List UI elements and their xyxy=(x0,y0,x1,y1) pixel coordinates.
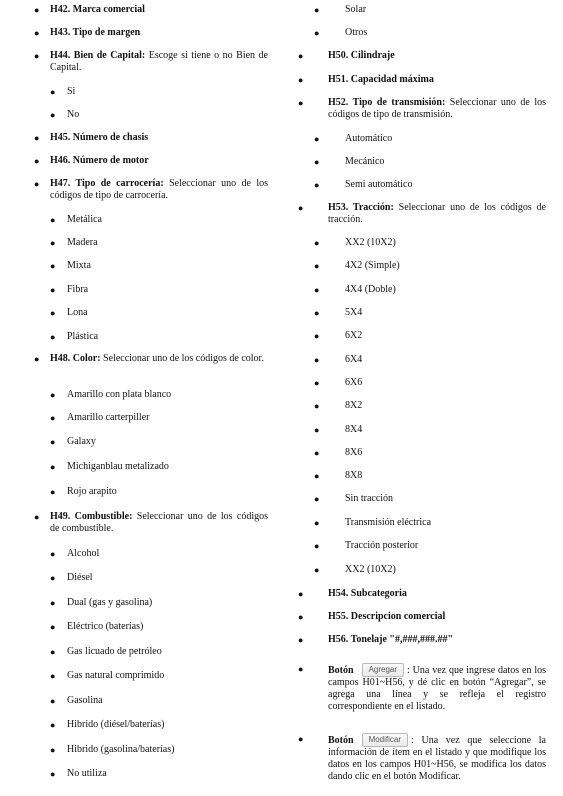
option-label: Si xyxy=(67,86,76,97)
bullet-icon: ● xyxy=(298,75,304,85)
field-code: H45. Número de chasis xyxy=(50,132,149,143)
bullet-icon: ● xyxy=(314,180,320,190)
option-label: 8X8 xyxy=(345,470,363,481)
option-label: No utiliza xyxy=(67,768,107,779)
bullet-icon: ● xyxy=(314,401,320,411)
option-label: Plástica xyxy=(67,331,99,342)
modificar-button[interactable]: Modificar xyxy=(362,733,408,747)
bullet-icon: ● xyxy=(314,5,320,15)
option-label: Lona xyxy=(67,307,88,318)
bullet-icon: ● xyxy=(50,462,56,472)
bullet-icon: ● xyxy=(50,573,56,583)
option-label: Hibrido (gasolina/baterías) xyxy=(67,744,175,755)
option-label: Metálica xyxy=(67,214,102,225)
bullet-icon: ● xyxy=(314,157,320,167)
bullet-icon: ● xyxy=(314,565,320,575)
bullet-icon: ● xyxy=(314,541,320,551)
field-code: H48. Color: xyxy=(50,353,101,364)
option-label: Automático xyxy=(345,133,393,144)
option-label: Eléctrico (baterías) xyxy=(67,621,144,632)
option-label: Sin tracción xyxy=(345,493,394,504)
bullet-icon: ● xyxy=(50,285,56,295)
option-label: XX2 (10X2) xyxy=(345,564,396,575)
option-label: Madera xyxy=(67,237,98,248)
field-description: Seleccionar uno de los códigos de tipo de transmisión. xyxy=(328,97,547,120)
bullet-icon: ● xyxy=(34,512,40,522)
option-label: 5X4 xyxy=(345,307,363,318)
bullet-icon: ● xyxy=(314,425,320,435)
bullet-icon: ● xyxy=(314,134,320,144)
option-label: 8X2 xyxy=(345,400,363,411)
field-code: H55. Descripcion comercial xyxy=(328,611,446,622)
bullet-icon: ● xyxy=(314,285,320,295)
field-description: Seleccionar uno de los códigos de tipo de carrocería. xyxy=(50,178,268,201)
option-label: Fibra xyxy=(67,284,89,295)
bullet-icon: ● xyxy=(50,332,56,342)
option-label: Gas licuado de petróleo xyxy=(67,646,162,657)
option-label: Galaxy xyxy=(67,436,96,447)
bullet-icon: ● xyxy=(50,696,56,706)
option-label: Michiganblau metalizado xyxy=(67,461,169,472)
option-label: Dual (gas y gasolina) xyxy=(67,597,153,608)
bullet-icon: ● xyxy=(50,622,56,632)
field-code: H49. Combustible: xyxy=(50,511,133,522)
bullet-icon: ● xyxy=(314,331,320,341)
bullet-icon: ● xyxy=(50,413,56,423)
option-label: 6X4 xyxy=(345,354,363,365)
bullet-icon: ● xyxy=(34,156,40,166)
option-label: 8X4 xyxy=(345,424,363,435)
bullet-icon: ● xyxy=(50,671,56,681)
bullet-icon: ● xyxy=(50,238,56,248)
bullet-icon: ● xyxy=(50,261,56,271)
option-label: Hibrido (diésel/baterías) xyxy=(67,719,165,730)
bullet-icon: ● xyxy=(50,437,56,447)
field-description: Seleccionar uno de los códigos de color. xyxy=(100,353,264,364)
bullet-icon: ● xyxy=(50,110,56,120)
field-code: H42. Marca comercial xyxy=(50,4,145,15)
field-code: H51. Capacidad máxima xyxy=(328,74,434,85)
option-label: Amarillo con plata blanco xyxy=(67,389,172,400)
bullet-icon: ● xyxy=(314,261,320,271)
bullet-icon: ● xyxy=(298,664,304,674)
bullet-icon: ● xyxy=(298,612,304,622)
bullet-icon: ● xyxy=(34,51,40,61)
field-code: H50. Cilindraje xyxy=(328,50,395,61)
bullet-icon: ● xyxy=(298,203,304,213)
bullet-icon: ● xyxy=(50,598,56,608)
option-label: Tracción posterior xyxy=(345,540,419,551)
option-label: Gasolina xyxy=(67,695,103,706)
option-label: Solar xyxy=(345,4,367,15)
bullet-icon: ● xyxy=(50,769,56,779)
option-label: Diésel xyxy=(67,572,93,583)
field-code: Botón xyxy=(328,665,354,676)
field-code: Botón xyxy=(328,735,354,746)
bullet-icon: ● xyxy=(50,487,56,497)
option-label: Mixta xyxy=(67,260,91,271)
bullet-icon: ● xyxy=(314,355,320,365)
bullet-icon: ● xyxy=(50,308,56,318)
option-label: 4X2 (Simple) xyxy=(345,260,400,271)
option-label: Otros xyxy=(345,27,368,38)
bullet-icon: ● xyxy=(50,745,56,755)
bullet-icon: ● xyxy=(314,494,320,504)
field-code: H56. Tonelaje "#,###,###.##" xyxy=(328,634,453,645)
field-description: Seleccionar uno de los códigos de combustible. xyxy=(50,511,269,534)
bullet-icon: ● xyxy=(314,518,320,528)
option-label: XX2 (10X2) xyxy=(345,237,396,248)
bullet-icon: ● xyxy=(314,308,320,318)
bullet-icon: ● xyxy=(50,215,56,225)
field-code: H47. Tipo de carrocería: xyxy=(50,178,164,189)
option-label: 4X4 (Doble) xyxy=(345,284,396,295)
agregar-button[interactable]: Agregar xyxy=(362,663,404,677)
bullet-icon: ● xyxy=(50,87,56,97)
field-code: H46. Número de motor xyxy=(50,155,149,166)
bullet-icon: ● xyxy=(314,28,320,38)
option-label: Gas natural comprimido xyxy=(67,670,165,681)
bullet-icon: ● xyxy=(34,5,40,15)
bullet-icon: ● xyxy=(50,549,56,559)
option-label: Amarillo carterpiller xyxy=(67,412,150,423)
field-description: : Una vez que ingrese datos en los campos H01~H56, y dé clic en botón “Agregar”, se agrega una línea y se refleja el registro correspondiente en el listado. xyxy=(328,665,546,712)
field-description: : Una vez que seleccione la información de ítem en el listado y que modifique los datos en los campos H01~H56, se modifica los datos dando clic en el botón Modificar. xyxy=(328,735,546,782)
option-label: Rojo arapito xyxy=(67,486,117,497)
bullet-icon: ● xyxy=(50,720,56,730)
option-label: 6X6 xyxy=(345,377,363,388)
bullet-icon: ● xyxy=(34,354,40,364)
field-description: Seleccionar uno de los códigos de tracción. xyxy=(328,202,546,225)
option-label: 8X6 xyxy=(345,447,363,458)
option-label: Alcohol xyxy=(67,548,100,559)
bullet-icon: ● xyxy=(298,734,304,744)
bullet-icon: ● xyxy=(314,448,320,458)
bullet-icon: ● xyxy=(298,98,304,108)
bullet-icon: ● xyxy=(314,471,320,481)
bullet-icon: ● xyxy=(50,390,56,400)
option-label: No xyxy=(67,109,80,120)
bullet-icon: ● xyxy=(314,238,320,248)
option-label: 6X2 xyxy=(345,330,363,341)
option-label: Semi automático xyxy=(345,179,413,190)
option-label: Mecánico xyxy=(345,156,385,167)
field-code: H53. Tracción: xyxy=(328,202,394,213)
bullet-icon: ● xyxy=(298,635,304,645)
bullet-icon: ● xyxy=(34,179,40,189)
bullet-icon: ● xyxy=(34,28,40,38)
field-description: Escoge si tiene o no Bien de Capital. xyxy=(50,50,268,73)
bullet-icon: ● xyxy=(34,133,40,143)
field-code: H52. Tipo de transmisión: xyxy=(328,97,446,108)
option-label: Transmisión eléctrica xyxy=(345,517,432,528)
bullet-icon: ● xyxy=(298,589,304,599)
bullet-icon: ● xyxy=(50,647,56,657)
field-code: H43. Tipo de margen xyxy=(50,27,141,38)
field-code: H44. Bien de Capital: xyxy=(50,50,146,61)
field-code: H54. Subcategoria xyxy=(328,588,407,599)
bullet-icon: ● xyxy=(298,51,304,61)
bullet-icon: ● xyxy=(314,378,320,388)
